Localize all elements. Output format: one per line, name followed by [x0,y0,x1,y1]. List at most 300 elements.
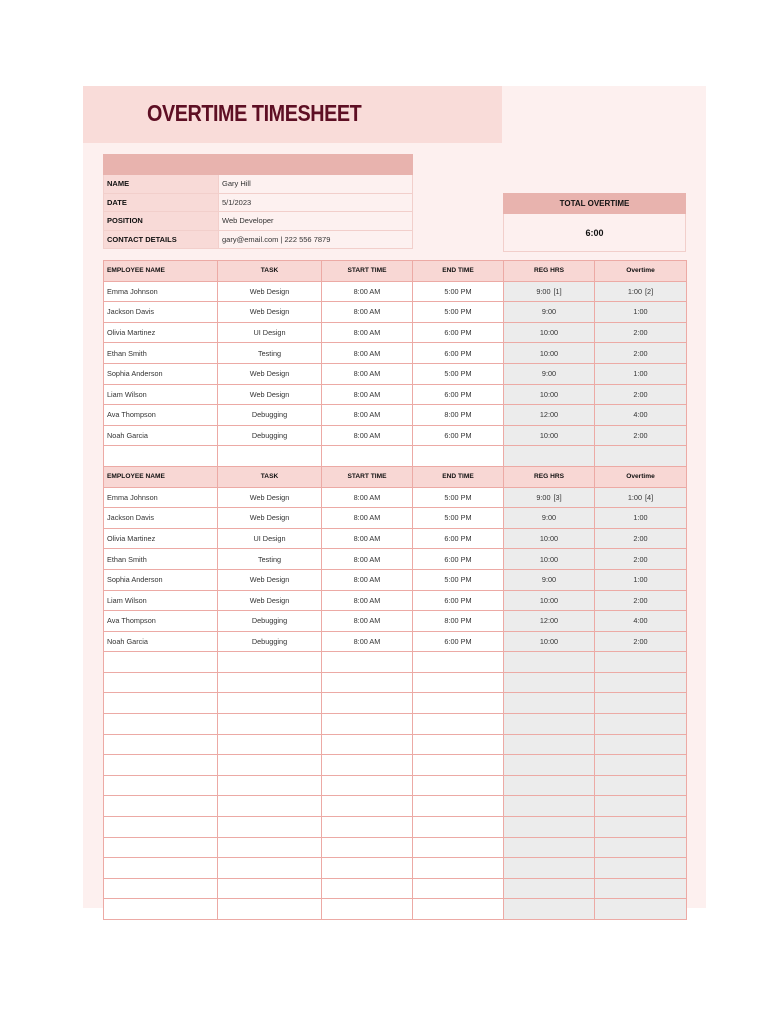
employee-name-cell[interactable] [104,281,218,302]
empty-cell[interactable] [218,837,322,858]
empty-cell[interactable] [504,652,595,673]
empty-cell[interactable] [413,693,504,714]
table-row [104,590,687,611]
employee-name-value: Jackson Davis [107,513,155,523]
info-label: POSITION [104,212,219,231]
empty-cell[interactable] [413,796,504,817]
start-time-cell[interactable] [322,569,413,590]
reg-hrs-cell[interactable] [504,302,595,323]
employee-name-cell[interactable] [104,322,218,343]
table-row [104,343,687,364]
total-overtime-label: TOTAL OVERTIME [504,194,686,214]
table-row [104,405,687,426]
task-cell[interactable] [218,611,322,632]
empty-cell[interactable] [104,693,218,714]
timesheet-table [103,260,687,920]
end-time-value: 5:00 PM [444,369,472,379]
overtime-cell[interactable] [595,487,687,508]
start-time-cell[interactable] [322,611,413,632]
overtime-value: 2:00 [633,595,648,605]
table-row [104,322,687,343]
table-row [104,302,687,323]
end-time-value: 8:00 PM [444,410,472,420]
info-row-position [104,212,413,231]
end-time-cell[interactable] [413,611,504,632]
start-time-value: 8:00 AM [353,595,381,605]
overtime-cell[interactable] [595,590,687,611]
reg-hrs-value: 10:00 [539,348,559,358]
empty-cell[interactable] [322,858,413,879]
start-time-value: 8:00 AM [353,410,381,420]
employee-name-value: Liam Wilson [107,595,147,605]
empty-cell[interactable] [413,817,504,838]
column-header: TASK [218,261,322,282]
overtime-cell[interactable] [595,508,687,529]
start-time-value: 8:00 AM [353,348,381,358]
info-value[interactable]: Gary Hill [219,175,413,194]
empty-cell[interactable] [413,755,504,776]
employee-name-value: Liam Wilson [107,389,147,399]
reg-hrs-value: 10:00 [539,389,559,399]
info-label: NAME [104,175,219,194]
empty-cell[interactable] [104,817,218,838]
empty-cell[interactable] [595,858,687,879]
end-time-value: 5:00 PM [444,307,472,317]
empty-cell[interactable] [413,837,504,858]
empty-cell[interactable] [322,878,413,899]
end-time-cell[interactable] [413,590,504,611]
empty-cell[interactable] [504,837,595,858]
reg-hrs-value: 9:00 [541,307,557,317]
start-time-value: 8:00 AM [353,307,381,317]
empty-cell[interactable] [218,734,322,755]
task-cell[interactable] [218,302,322,323]
employee-name-cell[interactable] [104,611,218,632]
column-header: TASK [218,466,322,487]
task-value: Testing [257,554,282,564]
empty-cell[interactable] [322,796,413,817]
overtime-cell[interactable] [595,528,687,549]
overtime-value: 1:00 [633,369,648,379]
empty-cell[interactable] [595,837,687,858]
reg-hrs-value: 10:00 [539,534,559,544]
end-time-value: 6:00 PM [444,534,472,544]
empty-cell[interactable] [322,899,413,920]
reg-hrs-cell[interactable] [504,611,595,632]
empty-cell[interactable] [322,817,413,838]
info-table [103,154,413,249]
footnote-marker: [3] [553,492,562,502]
task-cell[interactable] [218,549,322,570]
overtime-value: 4:00 [633,616,648,626]
table-row [104,487,687,508]
start-time-cell[interactable] [322,281,413,302]
employee-name-cell[interactable] [104,508,218,529]
column-header-row [104,466,687,487]
task-cell[interactable] [218,384,322,405]
empty-cell[interactable] [104,899,218,920]
employee-name-cell[interactable] [104,384,218,405]
end-time-cell[interactable] [413,343,504,364]
empty-cell[interactable] [504,899,595,920]
end-time-value: 5:00 PM [444,492,472,502]
table-row [104,549,687,570]
empty-cell[interactable] [413,714,504,735]
empty-cell[interactable] [322,693,413,714]
end-time-value: 6:00 PM [444,348,472,358]
employee-name-value: Emma Johnson [107,286,158,296]
end-time-value: 6:00 PM [444,554,472,564]
empty-cell[interactable] [104,755,218,776]
empty-cell[interactable] [218,693,322,714]
overtime-cell[interactable] [595,569,687,590]
reg-hrs-value: 10:00 [539,328,559,338]
employee-name-cell[interactable] [104,631,218,652]
empty-cell[interactable] [504,693,595,714]
empty-cell[interactable] [504,796,595,817]
employee-name-value: Sophia Anderson [107,575,163,585]
overtime-value: 1:00 [627,286,643,296]
overtime-value: 2:00 [633,348,648,358]
end-time-value: 5:00 PM [444,513,472,523]
task-cell[interactable] [218,363,322,384]
info-header-row [104,155,413,175]
overtime-cell[interactable] [595,631,687,652]
overtime-cell[interactable] [595,302,687,323]
column-header: EMPLOYEE NAME [104,261,218,282]
task-value: Web Design [249,595,290,605]
empty-cell[interactable] [104,446,218,467]
overtime-value: 1:00 [633,575,648,585]
empty-cell[interactable] [322,734,413,755]
end-time-value: 5:00 PM [444,286,472,296]
end-time-cell[interactable] [413,569,504,590]
end-time-value: 6:00 PM [444,328,472,338]
employee-name-value: Noah Garcia [107,431,148,441]
empty-cell[interactable] [504,775,595,796]
reg-hrs-cell[interactable] [504,508,595,529]
empty-cell[interactable] [104,837,218,858]
empty-row [104,796,687,817]
employee-name-value: Ethan Smith [107,554,147,564]
end-time-cell[interactable] [413,631,504,652]
reg-hrs-cell[interactable] [504,405,595,426]
empty-cell[interactable] [595,734,687,755]
info-label: DATE [104,193,219,212]
end-time-cell[interactable] [413,528,504,549]
reg-hrs-value: 9:00 [541,513,557,523]
empty-cell[interactable] [413,652,504,673]
end-time-cell[interactable] [413,549,504,570]
reg-hrs-value: 12:00 [539,616,559,626]
end-time-cell[interactable] [413,281,504,302]
reg-hrs-value: 10:00 [539,431,559,441]
employee-name-cell[interactable] [104,302,218,323]
empty-cell[interactable] [504,858,595,879]
empty-row [104,899,687,920]
table-row [104,425,687,446]
end-time-cell[interactable] [413,405,504,426]
empty-cell[interactable] [322,837,413,858]
employee-name-cell[interactable] [104,405,218,426]
start-time-cell[interactable] [322,487,413,508]
table-row [104,363,687,384]
empty-cell[interactable] [322,652,413,673]
empty-cell[interactable] [595,693,687,714]
employee-name-cell[interactable] [104,528,218,549]
overtime-value: 2:00 [633,554,648,564]
employee-name-cell[interactable] [104,569,218,590]
reg-hrs-cell[interactable] [504,590,595,611]
info-label: CONTACT DETAILS [104,230,219,249]
task-cell[interactable] [218,631,322,652]
column-header: START TIME [322,466,413,487]
empty-cell[interactable] [595,446,687,467]
empty-cell[interactable] [504,446,595,467]
start-time-cell[interactable] [322,508,413,529]
empty-row [104,858,687,879]
task-value: Web Design [249,389,290,399]
empty-cell[interactable] [322,672,413,693]
start-time-cell[interactable] [322,631,413,652]
end-time-value: 6:00 PM [444,431,472,441]
start-time-value: 8:00 AM [353,369,381,379]
empty-cell[interactable] [504,755,595,776]
empty-cell[interactable] [595,899,687,920]
column-header: END TIME [413,466,504,487]
start-time-value: 8:00 AM [353,389,381,399]
reg-hrs-cell[interactable] [504,322,595,343]
empty-cell[interactable] [104,672,218,693]
employee-name-cell[interactable] [104,590,218,611]
task-cell[interactable] [218,343,322,364]
reg-hrs-cell[interactable] [504,569,595,590]
empty-cell[interactable] [504,734,595,755]
task-value: Testing [257,348,282,358]
empty-cell[interactable] [413,858,504,879]
empty-cell[interactable] [504,878,595,899]
end-time-cell[interactable] [413,302,504,323]
task-cell[interactable] [218,425,322,446]
employee-name-value: Ava Thompson [107,410,156,420]
overtime-value: 2:00 [633,636,648,646]
empty-cell[interactable] [218,878,322,899]
task-cell[interactable] [218,281,322,302]
overtime-value: 2:00 [633,389,648,399]
empty-row [104,652,687,673]
task-value: UI Design [253,328,286,338]
reg-hrs-cell[interactable] [504,425,595,446]
overtime-value: 1:00 [627,492,643,502]
empty-cell[interactable] [595,755,687,776]
end-time-value: 6:00 PM [444,595,472,605]
overtime-cell[interactable] [595,384,687,405]
start-time-cell[interactable] [322,302,413,323]
empty-cell[interactable] [104,858,218,879]
start-time-cell[interactable] [322,363,413,384]
end-time-cell[interactable] [413,322,504,343]
start-time-value: 8:00 AM [353,286,381,296]
reg-hrs-cell[interactable] [504,343,595,364]
empty-cell[interactable] [595,775,687,796]
empty-row [104,817,687,838]
task-cell[interactable] [218,569,322,590]
empty-cell[interactable] [413,446,504,467]
footnote-marker: [2] [645,286,654,296]
task-cell[interactable] [218,590,322,611]
employee-name-value: Jackson Davis [107,307,155,317]
start-time-cell[interactable] [322,528,413,549]
empty-cell[interactable] [104,652,218,673]
empty-row [104,775,687,796]
employee-name-cell[interactable] [104,549,218,570]
task-value: Debugging [251,616,288,626]
empty-cell[interactable] [322,714,413,735]
reg-hrs-cell[interactable] [504,281,595,302]
column-header: REG HRS [504,466,595,487]
column-header: REG HRS [504,261,595,282]
empty-cell[interactable] [218,652,322,673]
task-value: Debugging [251,410,288,420]
task-value: Debugging [251,636,288,646]
start-time-value: 8:00 AM [353,616,381,626]
overtime-value: 2:00 [633,534,648,544]
overtime-cell[interactable] [595,322,687,343]
info-value[interactable]: gary@email.com | 222 556 7879 [219,230,413,249]
reg-hrs-value: 10:00 [539,554,559,564]
empty-cell[interactable] [413,878,504,899]
task-cell[interactable] [218,322,322,343]
empty-cell[interactable] [218,672,322,693]
empty-cell[interactable] [595,878,687,899]
total-overtime-value: 6:00 [504,214,686,252]
end-time-value: 6:00 PM [444,636,472,646]
start-time-cell[interactable] [322,343,413,364]
empty-cell[interactable] [322,775,413,796]
overtime-cell[interactable] [595,363,687,384]
overtime-cell[interactable] [595,281,687,302]
empty-cell[interactable] [595,714,687,735]
overtime-value: 2:00 [633,431,648,441]
empty-cell[interactable] [218,714,322,735]
empty-cell[interactable] [595,796,687,817]
empty-cell[interactable] [413,775,504,796]
task-value: Web Design [249,369,290,379]
end-time-cell[interactable] [413,363,504,384]
start-time-value: 8:00 AM [353,328,381,338]
task-value: UI Design [253,534,286,544]
info-value[interactable]: 5/1/2023 [219,193,413,212]
employee-name-value: Ava Thompson [107,616,156,626]
overtime-cell[interactable] [595,611,687,632]
employee-name-cell[interactable] [104,425,218,446]
empty-cell[interactable] [413,672,504,693]
reg-hrs-cell[interactable] [504,528,595,549]
reg-hrs-value: 9:00 [536,492,551,502]
column-header: END TIME [413,261,504,282]
empty-cell[interactable] [504,817,595,838]
empty-cell[interactable] [595,817,687,838]
info-header-cell [104,155,413,175]
empty-cell[interactable] [218,858,322,879]
reg-hrs-cell[interactable] [504,549,595,570]
overtime-cell[interactable] [595,549,687,570]
empty-row [104,714,687,735]
task-cell[interactable] [218,487,322,508]
empty-cell[interactable] [413,734,504,755]
empty-cell[interactable] [595,672,687,693]
empty-cell[interactable] [218,817,322,838]
end-time-cell[interactable] [413,508,504,529]
start-time-cell[interactable] [322,549,413,570]
task-value: Web Design [249,286,290,296]
empty-cell[interactable] [322,446,413,467]
start-time-value: 8:00 AM [353,554,381,564]
empty-row [104,672,687,693]
empty-cell[interactable] [504,714,595,735]
info-row-name [104,175,413,194]
empty-cell[interactable] [104,734,218,755]
end-time-value: 6:00 PM [444,389,472,399]
start-time-cell[interactable] [322,590,413,611]
reg-hrs-cell[interactable] [504,487,595,508]
reg-hrs-cell[interactable] [504,631,595,652]
task-cell[interactable] [218,405,322,426]
start-time-cell[interactable] [322,425,413,446]
overtime-cell[interactable] [595,405,687,426]
empty-cell[interactable] [218,796,322,817]
empty-cell[interactable] [322,755,413,776]
employee-name-cell[interactable] [104,343,218,364]
start-time-cell[interactable] [322,405,413,426]
empty-cell[interactable] [595,652,687,673]
empty-cell[interactable] [218,899,322,920]
empty-cell[interactable] [104,714,218,735]
end-time-cell[interactable] [413,425,504,446]
reg-hrs-cell[interactable] [504,384,595,405]
empty-cell[interactable] [413,899,504,920]
empty-cell[interactable] [218,446,322,467]
reg-hrs-value: 9:00 [536,286,551,296]
employee-name-cell[interactable] [104,487,218,508]
reg-hrs-value: 10:00 [539,595,559,605]
empty-cell[interactable] [104,796,218,817]
empty-cell[interactable] [218,775,322,796]
empty-cell[interactable] [504,672,595,693]
table-row [104,281,687,302]
start-time-cell[interactable] [322,384,413,405]
empty-cell[interactable] [104,775,218,796]
overtime-cell[interactable] [595,425,687,446]
employee-name-value: Ethan Smith [107,348,147,358]
info-value[interactable]: Web Developer [219,212,413,231]
task-cell[interactable] [218,508,322,529]
empty-cell[interactable] [104,878,218,899]
start-time-value: 8:00 AM [353,575,381,585]
start-time-cell[interactable] [322,322,413,343]
end-time-cell[interactable] [413,384,504,405]
reg-hrs-cell[interactable] [504,363,595,384]
empty-cell[interactable] [218,755,322,776]
end-time-cell[interactable] [413,487,504,508]
reg-hrs-value: 9:00 [541,369,557,379]
overtime-cell[interactable] [595,343,687,364]
employee-name-cell[interactable] [104,363,218,384]
employee-name-value: Noah Garcia [107,636,148,646]
task-cell[interactable] [218,528,322,549]
reg-hrs-value: 12:00 [539,410,559,420]
task-value: Web Design [249,492,290,502]
